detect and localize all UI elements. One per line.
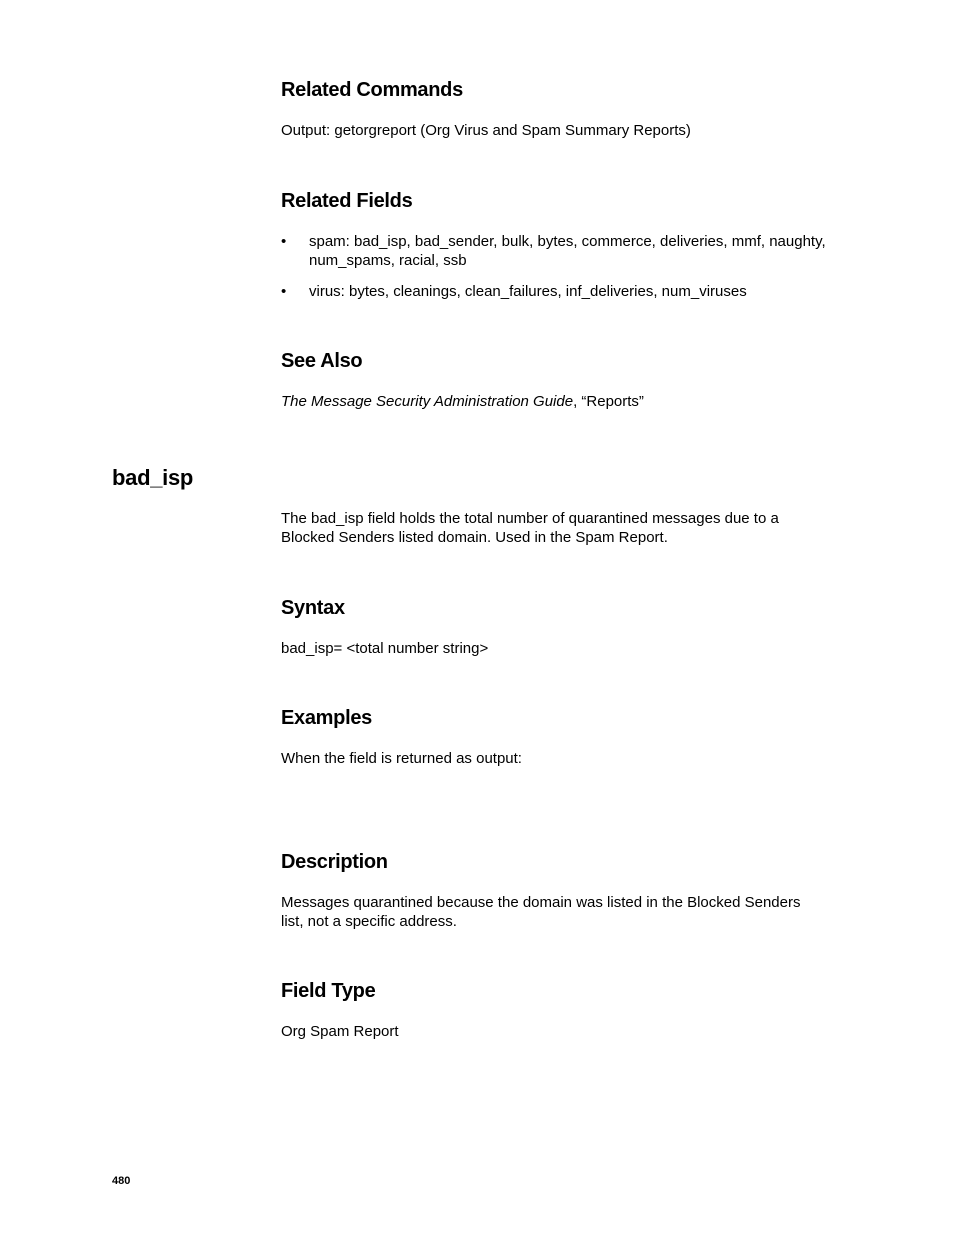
description-heading: Description [281,851,388,873]
list-item [281,233,826,270]
list-item [281,283,826,302]
list-item-text: spam: bad_isp, bad_sender, bulk, bytes, commerce, deliveries, mmf, naughty, num_spams, racial, ssb [309,233,826,269]
guide-title: The Message Security Administration Guide [281,393,574,410]
field-intro: The bad_isp field holds the total number of quarantined messages due to a Blocked Senders listed domain. Used in the Spam Report. [281,510,779,546]
description-text: Messages quarantined because the domain was listed in the Blocked Senders list, not a specific address. [281,894,801,930]
related-commands-text: Output: getorgreport (Org Virus and Spam Summary Reports) [281,122,691,139]
bullet-icon: • [281,233,287,250]
see-also-text [281,393,826,412]
syntax-heading: Syntax [281,597,345,619]
examples-heading: Examples [281,707,372,729]
bullet-icon: • [281,283,287,300]
related-fields-heading: Related Fields [281,190,413,212]
syntax-text: bad_isp= <total number string> [281,640,489,657]
field-type-heading: Field Type [281,980,376,1002]
see-also-heading: See Also [281,350,363,372]
examples-text: When the field is returned as output: [281,750,522,767]
see-also-rest: , “Reports” [573,393,644,410]
page-number: 480 [112,1175,131,1187]
list-item-text: virus: bytes, cleanings, clean_failures, inf_deliveries, num_viruses [309,283,747,300]
field-type-text: Org Spam Report [281,1023,399,1040]
field-name-heading: bad_isp [112,465,194,490]
related-commands-heading: Related Commands [281,79,463,101]
